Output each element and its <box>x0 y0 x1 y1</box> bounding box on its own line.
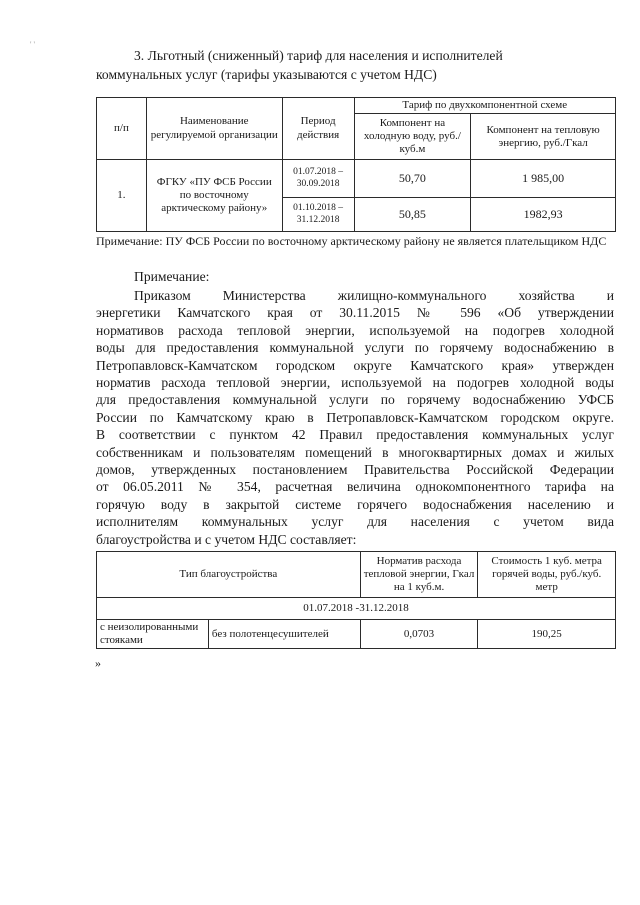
hot-water-cost-table <box>96 551 616 649</box>
paragraph-line: для предоставления коммунальной услуги по горячему водоснабжению УФСБ <box>96 392 614 408</box>
note-paragraph <box>96 287 614 548</box>
header-cost: Стоимость 1 куб. метра горячей воды, руб./куб. метр <box>478 552 616 598</box>
period-row: 01.07.2018 -31.12.2018 <box>97 598 616 620</box>
paragraph-line: энергетики Камчатского края от 30.11.2015 № 596 «Об утверждении <box>96 305 614 321</box>
heading-line-1: 3. Льготный (сниженный) тариф для населения и исполнителей <box>134 48 503 63</box>
cold-water-value: 50,70 <box>354 160 471 198</box>
header-organization: Наименование регулируемой организации <box>146 98 282 160</box>
paragraph-line: собственникам и пользователям помещений в многоквартирных домах и жилых <box>96 444 614 460</box>
paragraph-line: исполнителям коммунальных услуг для населения с учетом вида <box>96 514 614 530</box>
paragraph-line: благоустройства и с учетом НДС составляет: <box>96 531 357 547</box>
heat-value: 1982,93 <box>471 198 616 232</box>
header-number: п/п <box>97 98 147 160</box>
improvement-type-a: с неизолированными стояками <box>97 620 209 649</box>
table-note: Примечание: ПУ ФСБ России по восточному арктическому району не является плательщиком НДС <box>96 234 607 248</box>
header-improvement-type: Тип благоустройства <box>97 552 361 598</box>
improvement-type-b: без полотенцесушителей <box>208 620 360 649</box>
paragraph-line: домов, утвержденных постановлением Правительства Российской Федерации <box>96 462 614 478</box>
paragraph-line: В соответствии с пунктом 42 Правил предоставления коммунальных услуг <box>96 427 614 443</box>
closing-quote: » <box>95 656 101 670</box>
cold-water-value: 50,85 <box>354 198 471 232</box>
cost-value: 190,25 <box>478 620 616 649</box>
paragraph-line: воды для предоставления коммунальной услуги по горячему водоснабжению в <box>96 340 614 356</box>
heat-value: 1 985,00 <box>471 160 616 198</box>
table-row <box>97 620 616 649</box>
header-period: Период действия <box>282 98 354 160</box>
table-row <box>97 160 616 198</box>
heading-line-2: коммунальных услуг (тарифы указываются с учетом НДС) <box>96 67 437 82</box>
note-heading: Примечание: <box>134 269 210 284</box>
period-cell: 01.07.2018 – 30.09.2018 <box>282 160 354 198</box>
paragraph-line: Приказом Министерства жилищно-коммунального хозяйства и <box>134 288 614 303</box>
header-cold-water-component: Компонент на холодную воду, руб./куб.м <box>354 114 471 160</box>
paragraph-line: норматив расхода тепловой энергии, используемой на подогрев холодной воды <box>96 375 614 391</box>
paragraph-line: нормативов расхода тепловой энергии, используемой на подогрев холодной <box>96 322 614 338</box>
header-heat-norm: Норматив расхода тепловой энергии, Гкал на 1 куб.м. <box>360 552 478 598</box>
period-cell: 01.10.2018 – 31.12.2018 <box>282 198 354 232</box>
scan-corner-mark: ' ' <box>30 40 35 49</box>
header-two-component-tariff: Тариф по двухкомпонентной схеме <box>354 98 615 114</box>
row-number: 1. <box>97 160 147 232</box>
section-heading <box>96 46 614 84</box>
header-heat-component: Компонент на тепловую энергию, руб./Гкал <box>471 114 616 160</box>
paragraph-line: от 06.05.2011 № 354, расчетная величина однокомпонентного тарифа на <box>96 479 614 495</box>
organization-name: ФГКУ «ПУ ФСБ России по восточному арктическому району» <box>146 160 282 232</box>
heat-norm-value: 0,0703 <box>360 620 478 649</box>
paragraph-line: России по Камчатскому краю в Петропавловск-Камчатском городском округе. <box>96 409 614 425</box>
paragraph-line: Петропавловск-Камчатском городском округе Камчатского края» утвержден <box>96 357 614 373</box>
tariff-table <box>96 97 616 232</box>
paragraph-line: горячую воду в закрытой системе горячего водоснабжения населению и <box>96 496 614 512</box>
